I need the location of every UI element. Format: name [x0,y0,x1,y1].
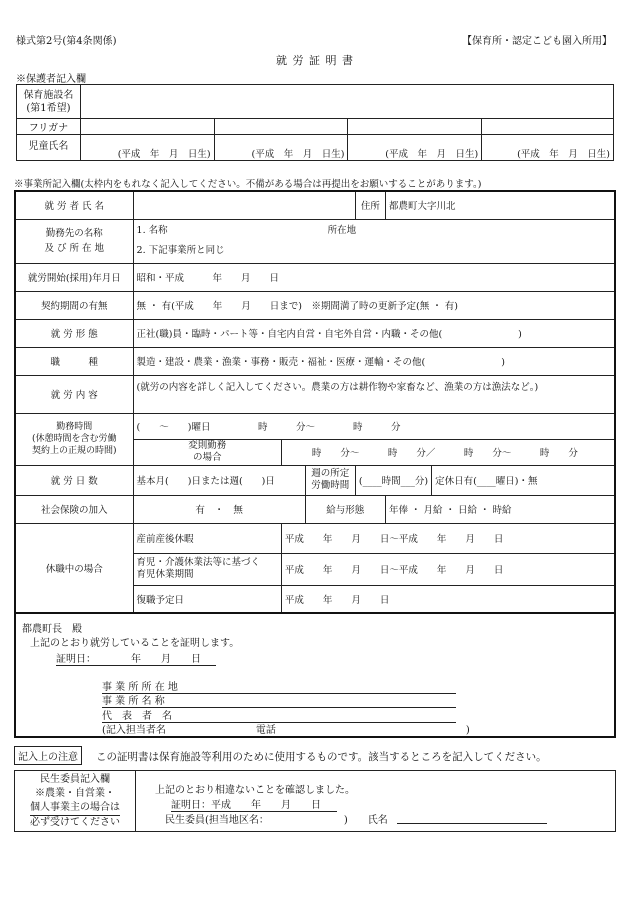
leave-maternity-label: 産前産後休暇 [133,523,281,553]
address-label: 住所 [355,191,385,219]
workplace-location-text: 所在地 [327,225,357,236]
office-name[interactable]: 事 業 所 名 称 [102,692,456,708]
certification-block [14,614,616,738]
addressee: 都農町長 殿 [22,624,82,635]
address-input[interactable]: 都農町大字川北 [385,191,615,219]
worker-name-label: 就 労 者 氏 名 [15,191,133,219]
commissioner-confirm: 上記のとおり相違ないことを確認しました。 [155,785,355,796]
document-title: 就 労 証 明 書 [276,54,354,67]
employer-table [14,190,616,614]
certify-date[interactable]: 証明日： 年 月 日 [56,650,216,666]
contact-person[interactable]: (記入担当者名 電話 ) [102,725,470,736]
leave-childcare-label: 育児・介護休業法等に基づく 育児休業期間 [133,553,281,585]
work-hours-irregular[interactable]: 時 分〜 時 分／ 時 分〜 時 分 [281,439,615,465]
note-label: 記入上の注意 [14,746,82,765]
pay-type-input[interactable]: 年俸 ・ 月給 ・ 日給 ・ 時給 [385,495,615,523]
workplace-same-text: 2. 下記事業所と同じ [136,245,225,256]
commissioner-cond-2: 個人事業主の場合は [30,802,120,813]
start-date-label: 就労開始(採用)年月日 [15,263,133,291]
work-days-input[interactable]: 基本月( )日または週( )日 [133,465,305,495]
work-hours-regular[interactable]: ( 〜 )曜日 時 分〜 時 分 [133,413,615,439]
workplace-input[interactable] [133,219,615,263]
note-text: この証明書は保育施設等利用のために使用するものです。該当するところを記入してください。 [96,751,547,763]
furigana-input-4[interactable] [482,119,614,135]
certify-text: 上記のとおり就労していることを証明します。 [30,638,240,649]
industry-label: 職 種 [15,347,133,375]
facility-label: 保育施設名 (第1希望) [17,85,81,119]
work-hours-label: 勤務時間 (休憩時間を含む労働 契約上の正規の時間) [15,413,133,465]
leave-label: 休職中の場合 [15,523,133,613]
start-date-input[interactable]: 昭和・平成 年 月 日 [133,263,615,291]
pay-type-label: 給与形態 [305,495,385,523]
workplace-name-text: 1. 名称 [136,225,168,236]
return-date-input[interactable]: 平成 年 月 日 [281,585,615,613]
child-birth-3[interactable]: (平成 年 月 日生) [348,135,482,161]
child-birth-1[interactable]: (平成 年 月 日生) [80,135,214,161]
commissioner-member[interactable]: 民生委員(担当地区名： ) 氏名 [165,815,388,826]
child-birth-4[interactable]: (平成 年 月 日生) [482,135,614,161]
work-days-label: 就 労 日 数 [15,465,133,495]
commissioner-header [15,771,136,831]
child-birth-2[interactable]: (平成 年 月 日生) [214,135,348,161]
usage-label: 【保育所・認定こども園入所用】 [462,36,612,47]
industry-input[interactable]: 製造・建設・農業・漁業・事務・販売・福祉・医療・運輸・その他( ) [133,347,615,375]
worker-name-input[interactable] [133,191,355,219]
insurance-label: 社会保険の加入 [15,495,133,523]
leave-childcare-input[interactable]: 平成 年 月 日〜平成 年 月 日 [281,553,615,585]
guardian-table [16,84,614,161]
contract-label: 契約期間の有無 [15,291,133,319]
commissioner-name-line[interactable] [397,823,547,824]
guardian-heading: ※保護者記入欄 [16,74,86,85]
form-number: 様式第2号(第4条関係) [16,36,117,47]
job-content-input[interactable]: (就労の内容を詳しく記入してください。農業の方は耕作物や家畜など、漁業の方は漁法など。) [133,375,615,413]
child-name-label: 児童氏名 [17,135,81,161]
furigana-label: フリガナ [17,119,81,135]
furigana-input-2[interactable] [214,119,348,135]
representative-name[interactable]: 代 表 者 名 [102,707,456,723]
facility-input[interactable] [80,85,613,119]
commissioner-title: 民生委員記入欄 [40,774,110,785]
contract-input[interactable]: 無 ・ 有(平成 年 月 日まで) ※期間満了時の更新予定(無 ・ 有) [133,291,615,319]
furigana-input-3[interactable] [348,119,482,135]
return-date-label: 復職予定日 [133,585,281,613]
workplace-label: 勤務先の名称 及 び 所 在 地 [15,219,133,263]
furigana-input-1[interactable] [80,119,214,135]
irregular-hours-label: 変則勤務 の場合 [133,439,281,465]
commissioner-cond-3: 必ず受けてください [30,817,120,828]
commissioner-cond-1: ※農業・自営業・ [35,788,115,799]
job-content-label: 就 労 内 容 [15,375,133,413]
weekly-hours-input[interactable]: (____時間___分) [355,465,431,495]
weekly-hours-label: 週の所定 労働時間 [305,465,355,495]
holiday-input[interactable]: 定休日有(____曜日)・無 [432,465,615,495]
employment-form-label: 就 労 形 態 [15,319,133,347]
commissioner-box [14,770,616,832]
employment-form-input[interactable]: 正社(職)員・臨時・パート等・自宅内自営・自宅外自営・内職・その他( ) [133,319,615,347]
commissioner-date[interactable]: 証明日：平成 年 月 日 [171,796,337,812]
leave-maternity-input[interactable]: 平成 年 月 日〜平成 年 月 日 [281,523,615,553]
office-address[interactable]: 事 業 所 所 在 地 [102,678,456,694]
insurance-input[interactable]: 有 ・ 無 [133,495,305,523]
employer-note: ※事業所記入欄(太枠内をもれなく記入してください。不備がある場合は再提出をお願いすることがあります。) [14,179,482,190]
